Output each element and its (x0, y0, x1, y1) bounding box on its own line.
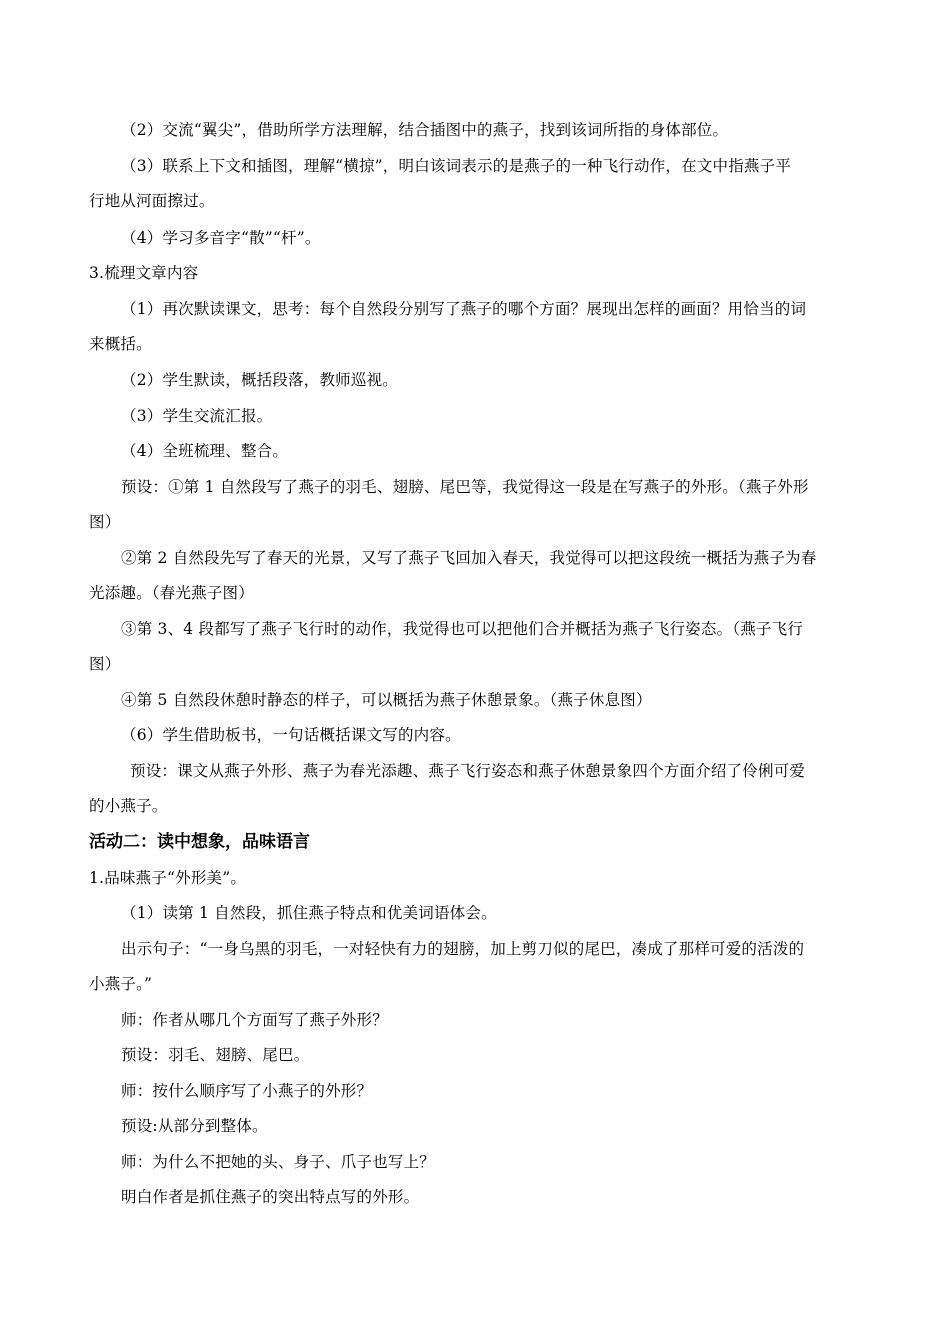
paragraph-line: 的小燕子。 (89, 797, 168, 815)
paragraph-line: 师：按什么顺序写了小燕子的外形？ (121, 1082, 373, 1100)
paragraph-line: （4）全班梳理、整合。 (121, 442, 289, 460)
paragraph-line: （2）学生默读，概括段落，教师巡视。 (121, 371, 398, 389)
paragraph-line: （1）读第 1 自然段，抓住燕子特点和优美词语体会。 (121, 904, 497, 922)
paragraph-line: （6）学生借助板书，一句话概括课文写的内容。 (121, 726, 461, 744)
paragraph-line: 光添趣。（春光燕子图） (89, 584, 254, 602)
section-title: 3.梳理文章内容 (89, 264, 199, 282)
activity-heading: 活动二：读中想象，品味语言 (89, 832, 310, 852)
paragraph-line: （3）联系上下文和插图，理解“横掠”，明白该词表示的是燕子的一种飞行动作，在文中指燕子平 (121, 157, 792, 175)
paragraph-line: （2）交流“翼尖”，借助所学方法理解，结合插图中的燕子，找到该词所指的身体部位。 (121, 121, 729, 139)
paragraph-line: 行地从河面擦过。 (89, 192, 215, 210)
paragraph-line: ②第 2 自然段先写了春天的光景，又写了燕子飞回加入春天，我觉得可以把这段统一概括为燕子为春 (121, 549, 817, 567)
paragraph-line: 预设：①第 1 自然段写了燕子的羽毛、翅膀、尾巴等，我觉得这一段是在写燕子的外形。（燕子外形 (121, 478, 809, 496)
paragraph-line: 来概括。 (89, 335, 152, 353)
paragraph-line: 图） (89, 655, 121, 673)
paragraph-line: （3）学生交流汇报。 (121, 407, 273, 425)
section-title: 1.品味燕子“外形美”。 (89, 869, 247, 887)
paragraph-line: ③第 3、4 段都写了燕子飞行时的动作，我觉得也可以把他们合并概括为燕子飞行姿态。（燕子飞行 (121, 620, 804, 638)
paragraph-line: ④第 5 自然段休憩时静态的样子，可以概括为燕子休憩景象。（燕子休息图） (121, 691, 652, 709)
paragraph-line: 小燕子。” (89, 975, 153, 993)
paragraph-line: 图） (89, 513, 121, 531)
paragraph-line: 预设：羽毛、翅膀、尾巴。 (121, 1046, 310, 1064)
paragraph-line: （4）学习多音字“散”“杆”。 (121, 229, 321, 247)
paragraph-line: 师：为什么不把她的头、身子、爪子也写上？ (121, 1153, 436, 1171)
paragraph-line: 预设:从部分到整体。 (121, 1117, 268, 1135)
paragraph-line: 明白作者是抓住燕子的突出特点写的外形。 (121, 1188, 420, 1206)
paragraph-line: 师：作者从哪几个方面写了燕子外形？ (121, 1011, 388, 1029)
paragraph-line: 预设：课文从燕子外形、燕子为春光添趣、燕子飞行姿态和燕子休憩景象四个方面介绍了伶俐可爱 (130, 762, 806, 780)
paragraph-line: （1）再次默读课文，思考：每个自然段分别写了燕子的哪个方面？展现出怎样的画面？用恰当的词 (121, 300, 807, 318)
paragraph-line: 出示句子：“一身乌黑的羽毛，一对轻快有力的翅膀，加上剪刀似的尾巴，凑成了那样可爱的活泼的 (121, 940, 805, 958)
